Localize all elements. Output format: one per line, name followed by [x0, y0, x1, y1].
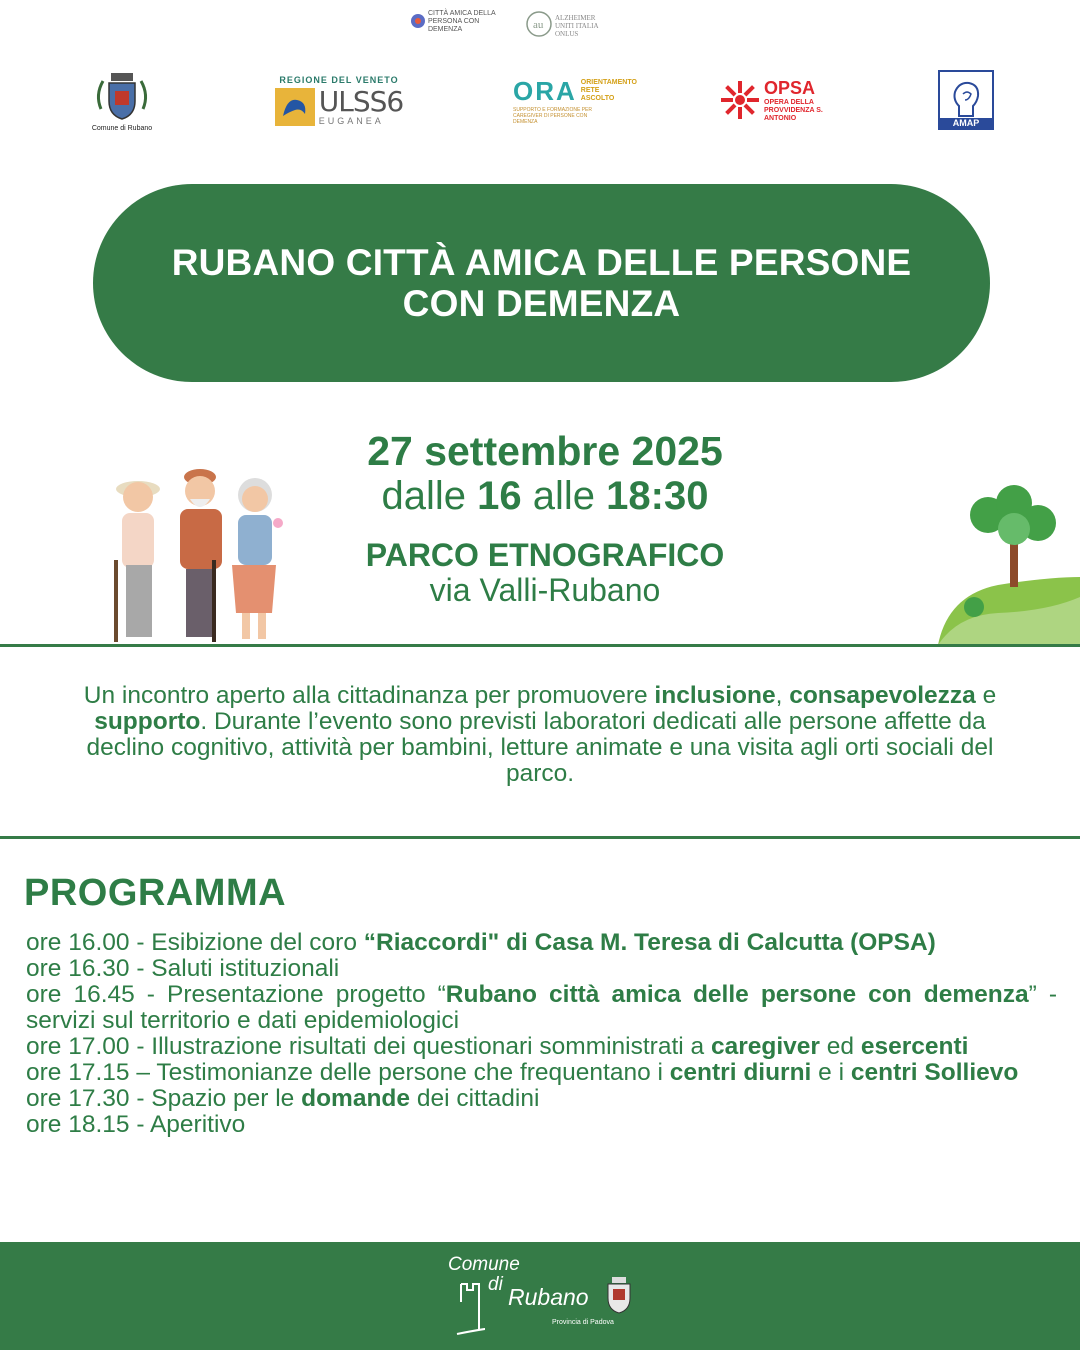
elderly-people-illustration [100, 465, 290, 647]
head-profile-icon [951, 80, 981, 118]
list-item: ore 16.30 - Saluti istituzionali [26, 955, 340, 982]
puzzle-heart-icon [410, 13, 426, 32]
event-place: PARCO ETNOGRAFICO [365, 537, 725, 573]
intro-paragraph: Un incontro aperto alla cittadinanza per promuovere inclusione, consapevolezza e supporto. Durante l’evento sono previsti laboratori dedicati alle persone affette da declino cognitivo, attività per bambini, letture animate e una visita agli orti sociali del parco. [83, 682, 997, 787]
svg-text:au: au [533, 19, 544, 31]
divider-bottom [0, 836, 1080, 839]
ora-logo: ORA ORIENTAMENTO RETE ASCOLTO SUPPORTO E FORMAZIONE PER CAREGIVER DI PERSONE CON DEMENZA [513, 75, 637, 125]
list-item: ore 17.00 - Illustrazione risultati dei questionari somministrati a caregiver ed esercenti [26, 1033, 969, 1060]
page-title: RUBANO CITTÀ AMICA DELLE PERSONE CON DEMENZA [171, 242, 912, 324]
comune-rubano-crest: Comune di Rubano [84, 62, 160, 138]
footer-rubano: Rubano [508, 1284, 589, 1310]
opsa-logo: OPSA OPERA DELLA PROVVIDENZA S. ANTONIO [718, 62, 828, 138]
lion-icon [275, 88, 315, 126]
list-item: ore 16.00 - Esibizione del coro “Riaccordi" di Casa M. Teresa di Calcutta (OPSA) [26, 929, 936, 956]
citta-amica-logo: CITTÀ AMICA DELLA PERSONA CON DEMENZA [410, 10, 498, 34]
programma-list [26, 930, 1057, 1138]
footer-provincia: Provincia di Padova [552, 1319, 614, 1326]
tree-hill-illustration [938, 485, 1080, 647]
amap-logo: AMAP [937, 62, 995, 138]
footer [0, 1242, 1080, 1350]
title-banner [93, 184, 990, 382]
footer-comune: Comune [448, 1254, 520, 1275]
event-date: 27 settembre 2025 [367, 428, 723, 474]
list-item: ore 18.15 - Aperitivo [26, 1111, 246, 1138]
event-time: dalle 16 alle 18:30 [381, 474, 709, 518]
alzheimer-uniti-logo: au ALZHEIMER UNITI ITALIA ONLUS [525, 10, 610, 41]
au-seal-icon [525, 10, 553, 41]
crest-icon [93, 69, 151, 123]
list-item: ore 17.30 - Spazio per le domande dei cittadini [26, 1085, 540, 1112]
tower-icon [455, 1276, 485, 1336]
list-item: ore 17.15 – Testimonianze delle persone che frequentano i centri diurni e i centri Sollievo [26, 1059, 1019, 1086]
event-address: via Valli-Rubano [429, 572, 661, 608]
ulss6-logo: REGIONE DEL VENETO ULSS6 EUGANEA [278, 62, 400, 138]
footer-di: di [488, 1274, 503, 1295]
divider-top [0, 644, 1080, 647]
crest-icon [604, 1276, 634, 1314]
programma-title: PROGRAMMA [24, 872, 287, 914]
opsa-sun-icon [720, 80, 760, 120]
list-item: ore 16.45 - Presentazione progetto “Rubano città amica delle persone con demenza” - servizi sul territorio e dati epidemiologici [26, 981, 1058, 1034]
